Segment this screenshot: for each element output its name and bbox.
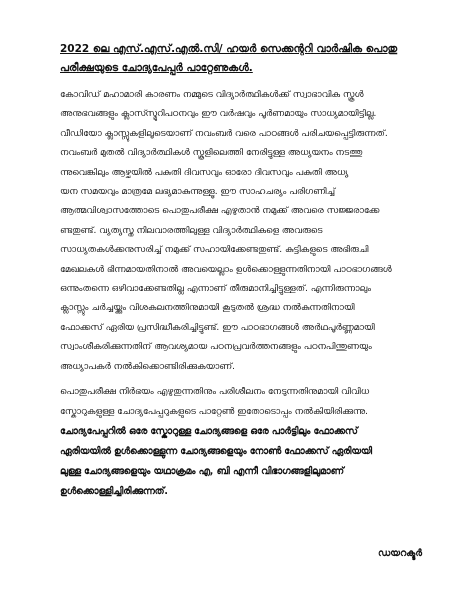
paragraph-line: പൊതുപരീക്ഷ നിർഭയം എഴുതുന്നതിനും പരിശീലനം നേടുന്നതിനുമായി വിവിധ — [60, 387, 370, 398]
bold-paragraph-line: ഏരിയയിൽ ഉൾക്കൊള്ളുന്ന ചോദ്യങ്ങളെയും നോൺ ഫോക്കസ് ഏരിയയി — [60, 445, 373, 457]
document-title — [60, 40, 414, 78]
paragraph-1 — [60, 86, 414, 377]
paragraph-line: കോവിഡ് മഹാമാരി കാരണം നമ്മുടെ വിദ്യാർത്ഥികൾക്ക് സ്വാഭാവിക സ്കൂൾ — [60, 90, 364, 100]
paragraph-line: സാധ്യതകൾക്കനുസരിച്ച് നമുക്ക് സഹായിക്കേണ്ടതുണ്ട്. കുട്ടികളുടെ അഭിരുചി — [60, 245, 369, 256]
paragraph-line: നവംബർ മുതൽ വിദ്യാർത്ഥികൾ സ്കൂളിലെത്തി നേരിട്ടുള്ള അധ്യയനം നടത്തു — [60, 148, 363, 159]
title-line-2: പരീക്ഷയുടെ ചോദ്യപേപ്പർ പാറ്റേണുകൾ. — [60, 62, 253, 74]
paragraph-line: ഫോക്കസ് ഏരിയ പ്രസിദ്ധീകരിച്ചിട്ടുണ്ട്. ഈ പാഠഭാഗങ്ങൾ അർഥപൂർണ്ണമായി — [60, 322, 375, 333]
bold-paragraph-line: ഉൾക്കൊള്ളിച്ചിരിക്കുന്നത്. — [60, 485, 168, 497]
paragraph-line: യന സമയവും മാത്രമേ ലഭ്യമാകുന്നുള്ളൂ. ഈ സാഹചര്യം പരിഗണിച്ച് — [60, 187, 336, 198]
signature-director: ഡയറക്ടർ — [378, 548, 422, 559]
title-line-1: 2022 ലെ എസ്.എസ്.എൽ.സി/ ഹയർ സെക്കന്ററി വാർഷിക പൊതു — [60, 43, 398, 55]
paragraph-line: മേഖലകൾ ഭിന്നമായതിനാൽ അവയെല്ലാം ഉൾക്കൊള്ളുന്നതിനായി പാഠഭാഗങ്ങൾ — [60, 264, 392, 275]
bold-paragraph-line: ചോദ്യപേപ്പറിൽ ഒരേ സ്കോറുള്ള ചോദ്യങ്ങളെ ഒരേ പാർട്ടിലും ഫോക്കസ് — [60, 425, 358, 437]
paragraph-line: വീഡിയോ ക്ലാസ്സുകളിലൂടെയാണ് നവംബർ വരെ പാഠങ്ങൾ പരിചയപ്പെട്ടിരുന്നത്. — [60, 128, 388, 139]
paragraph-line: ഒന്നുംതന്നെ ഒഴിവാക്കേണ്ടതില്ല എന്നാണ് തീരുമാനിച്ചിട്ടുള്ളത്. എന്നിരുന്നാലും — [60, 284, 372, 295]
paragraph-line: അനുഭവങ്ങളും ക്ലാസ്സ്മുറിപഠനവും ഈ വർഷവും പൂർണമായും സാധ്യമായിട്ടില്ല. — [60, 109, 377, 120]
paragraph-line: ആത്മവിശ്വാസത്തോടെ പൊതുപരീക്ഷ എഴുതാൻ നമുക്ക് അവരെ സജ്ജരാക്കേ — [60, 206, 380, 217]
paragraph-line: അധ്യാപകർ നൽകിക്കൊണ്ടിരിക്കുകയാണ്. — [60, 361, 235, 372]
paragraph-line: ന്നുവെങ്കിലും ആഴ്ചയിൽ പകുതി ദിവസവും ഓരോ ദിവസവും പകുതി അധ്യ — [60, 167, 349, 178]
paragraph-line: സ്വാംശീകരിക്കുന്നതിന് ആവശ്യമായ പഠനപ്രവർത്തനങ്ങളും പഠനപിന്തുണയും — [60, 342, 372, 353]
paragraph-line: സ്കോറുകളുള്ള ചോദ്യപേപ്പറുകളുടെ പാറ്റേൺ ഇതോടൊപ്പം നൽകിയിരിക്കുന്നു. — [60, 406, 369, 417]
paragraph-line: ക്ലാസ്സും ചർച്ചയ്ക്കും വിശകലനത്തിനുമായി കൂടുതൽ ശ്രദ്ധ നൽകുന്നതിനായി — [60, 303, 355, 314]
bold-paragraph-line: ലുള്ള ചോദ്യങ്ങളെയും യഥാക്രമം എ, ബി എന്നീ വിഭാഗങ്ങളിലുമാണ് — [60, 465, 344, 477]
paragraph-line: ണ്ടതുണ്ട്. വ്യത്യസ്ത നിലവാരത്തിലുള്ള വിദ്യാർത്ഥികളെ അവരുടെ — [60, 225, 323, 236]
paragraph-2 — [60, 383, 414, 502]
